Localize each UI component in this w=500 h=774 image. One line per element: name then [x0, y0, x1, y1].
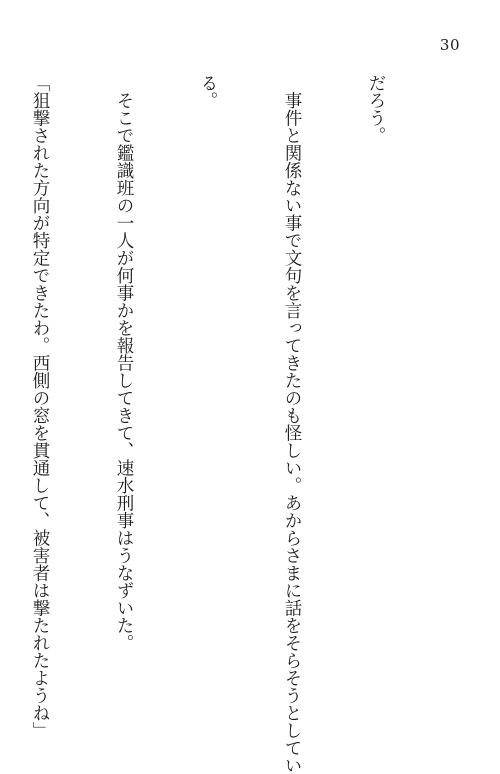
page-number: 30: [439, 36, 460, 54]
text-line: そこで鑑識班の一人が何事かを報告してきて、速水刑事はうなずいた。: [114, 74, 134, 652]
text-line: 「狙撃された方向が特定できたわ。西側の窓を貫通して、被害者は撃たれたようね」: [30, 74, 50, 739]
text-line: 事件と関係ない事で文句を言ってきたのも怪しい。あからさまに話をそらそうとしてい: [282, 74, 302, 774]
text-line: だろう。: [366, 74, 386, 144]
vertical-text-body: [0, 74, 446, 774]
text-line: る。: [198, 74, 218, 109]
